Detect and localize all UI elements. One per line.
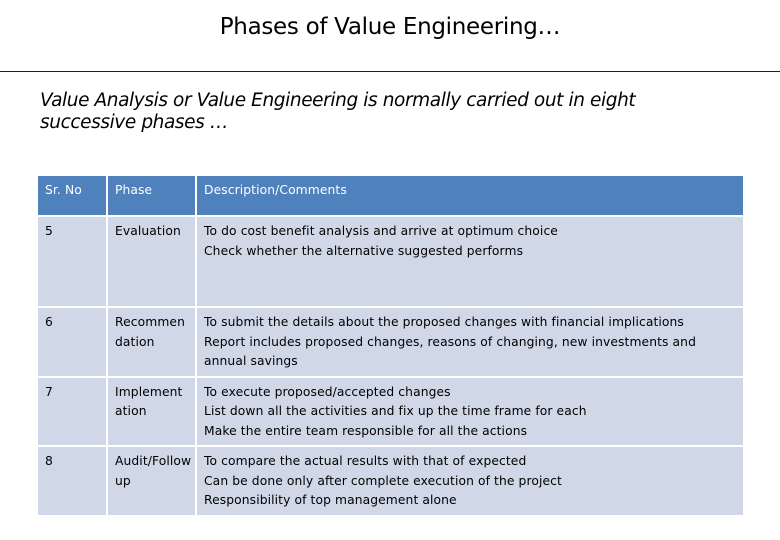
description-line: Report includes proposed changes, reasons of changing, new investments and (204, 334, 696, 349)
header-phase: Phase (107, 175, 196, 216)
header-sr-no: Sr. No (37, 175, 107, 216)
title-divider (0, 71, 780, 72)
description-line: Responsibility of top management alone (204, 493, 457, 507)
description-line: To do cost benefit analysis and arrive at optimum choice (204, 224, 558, 238)
description-line: Can be done only after complete execution of the project (204, 473, 562, 488)
table-row (37, 446, 744, 516)
cell-sr-no: 5 (37, 216, 107, 307)
subtitle-line-2: successive phases … (40, 112, 228, 133)
cell-phase: Audit/Follow up (107, 446, 196, 516)
cell-phase: Recommendation (107, 307, 196, 377)
slide-subtitle (40, 90, 760, 134)
slide-title: Phases of Value Engineering… (219, 14, 561, 40)
table-header-row (37, 175, 744, 216)
cell-description (196, 377, 744, 447)
cell-sr-no: 8 (37, 446, 107, 516)
table-row (37, 377, 744, 447)
table-row (37, 307, 744, 377)
subtitle-line-1: Value Analysis or Value Engineering is normally carried out in eight (40, 90, 636, 111)
cell-description (196, 446, 744, 516)
description-line: To execute proposed/accepted changes (204, 384, 451, 399)
description-line: To submit the details about the proposed changes with financial implications (204, 315, 684, 329)
cell-phase: Evaluation (107, 216, 196, 307)
table-row (37, 216, 744, 307)
description-line: To compare the actual results with that of expected (204, 454, 527, 468)
description-line: Check whether the alternative suggested performs (204, 243, 524, 258)
description-line: Make the entire team responsible for all the actions (204, 423, 528, 438)
cell-description (196, 307, 744, 377)
cell-sr-no: 6 (37, 307, 107, 377)
description-line: annual savings (204, 354, 298, 368)
cell-sr-no: 7 (37, 377, 107, 447)
phases-table (36, 174, 745, 517)
description-line: List down all the activities and fix up the time frame for each (204, 404, 587, 418)
cell-phase: Implementation (107, 377, 196, 447)
header-description: Description/Comments (196, 175, 744, 216)
cell-description (196, 216, 744, 307)
